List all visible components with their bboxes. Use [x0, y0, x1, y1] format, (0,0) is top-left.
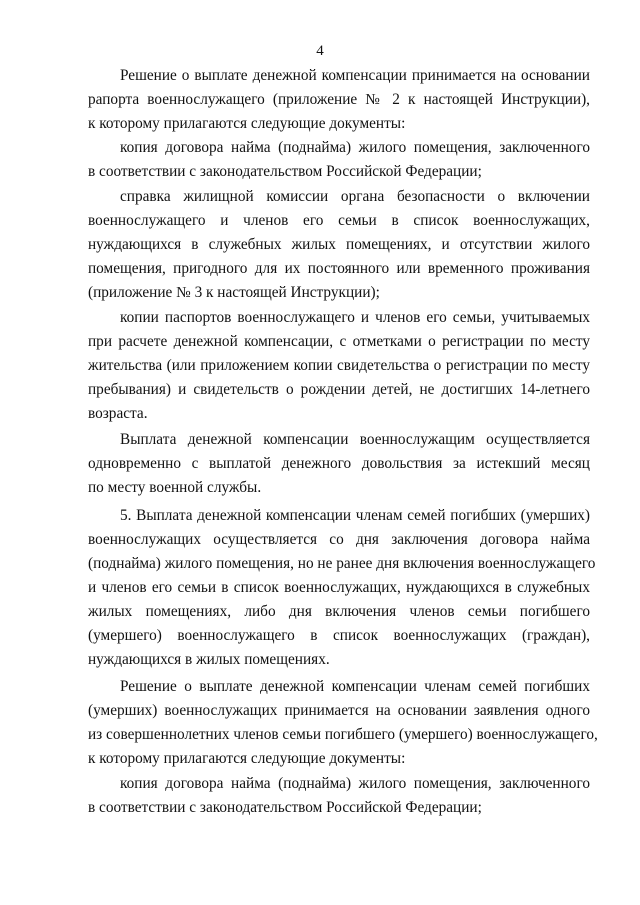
text-line: копия договора найма (поднайма) жилого помещения, заключенного: [120, 775, 590, 792]
text-line: одновременно с выплатой денежного довольствия за истекший месяц: [88, 455, 590, 472]
text-line: 5. Выплата денежной компенсации членам семей погибших (умерших): [120, 507, 590, 524]
text-line: в соответствии с законодательством Российской Федерации;: [88, 799, 482, 816]
paragraph: [88, 675, 598, 771]
page-number: 4: [316, 43, 324, 59]
paragraph: [88, 428, 590, 500]
text-line: нуждающихся в жилых помещениях.: [88, 651, 330, 668]
text-line: Решение о выплате денежной компенсации принимается на основании: [120, 67, 590, 84]
paragraph: [88, 136, 590, 184]
paragraph: [88, 504, 596, 672]
text-line: в соответствии с законодательством Российской Федерации;: [88, 163, 482, 180]
text-line: жительства (или приложением копии свидетельства о регистрации по месту: [88, 357, 590, 374]
paragraph: [88, 185, 590, 305]
text-line: жилых помещениях, либо дня включения членов семьи погибшего: [88, 603, 590, 620]
text-line: по месту военной службы.: [88, 479, 262, 496]
text-line: копия договора найма (поднайма) жилого помещения, заключенного: [120, 139, 590, 156]
text-line: к которому прилагаются следующие документы:: [88, 750, 406, 767]
text-line: Решение о выплате денежной компенсации членам семей погибших: [120, 678, 590, 695]
text-line: нуждающихся в служебных жилых помещениях, и отсутствии жилого: [88, 236, 590, 253]
text-line: справка жилищной комиссии органа безопасности о включении: [120, 188, 590, 205]
text-line: (приложение № 3 к настоящей Инструкции);: [88, 284, 380, 301]
paragraph: [88, 64, 590, 136]
text-line: и членов его семьи в список военнослужащих, нуждающихся в служебных: [88, 579, 590, 596]
paragraph: [88, 306, 590, 426]
text-line: военнослужащих осуществляется со дня заключения договора найма: [88, 531, 590, 548]
text-line: при расчете денежной компенсации, с отметками о регистрации по месту: [88, 333, 590, 350]
text-line: (умерших) военнослужащих принимается на основании заявления одного: [88, 702, 590, 719]
text-line: (поднайма) жилого помещения, но не ранее дня включения военнослужащего: [88, 555, 596, 572]
text-line: копии паспортов военнослужащего и членов его семьи, учитываемых: [120, 309, 590, 326]
text-line: (умершего) военнослужащего в список военнослужащих (граждан),: [88, 627, 590, 644]
text-line: к которому прилагаются следующие документы:: [88, 115, 406, 132]
text-line: Выплата денежной компенсации военнослужащим осуществляется: [120, 431, 590, 448]
text-line: помещения, пригодного для их постоянного или временного проживания: [88, 260, 590, 277]
paragraph: [88, 772, 590, 820]
text-line: военнослужащего и членов его семьи в список военнослужащих,: [88, 212, 590, 229]
text-line: из совершеннолетних членов семьи погибшего (умершего) военнослужащего,: [88, 726, 598, 743]
text-line: возраста.: [88, 405, 148, 422]
text-line: рапорта военнослужащего (приложение № 2 к настоящей Инструкции),: [88, 91, 590, 108]
text-line: пребывания) и свидетельств о рождении детей, не достигших 14-летнего: [88, 381, 590, 398]
